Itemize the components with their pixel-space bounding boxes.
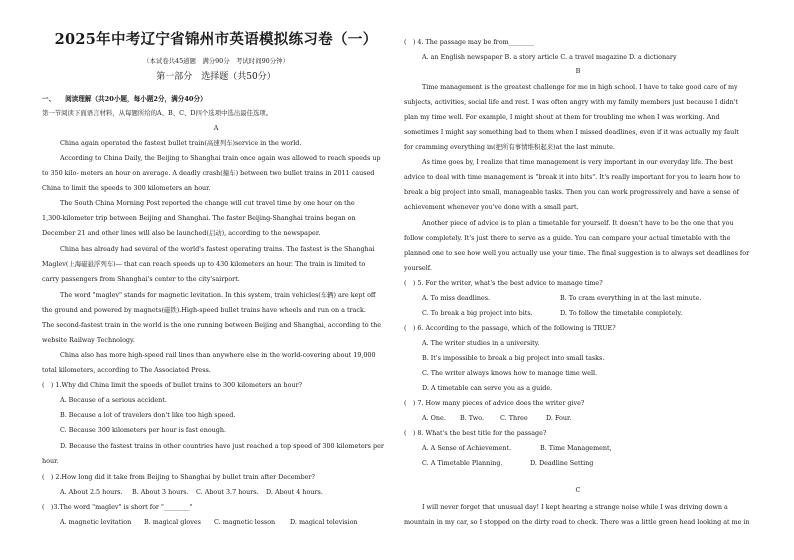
instruction: 第一节阅读下面语言材料，从每题所给的A、B、C、D四个选项中选出最佳选项。 — [42, 109, 273, 117]
passage-b-line: sometimes I might say something bad to them when I missed deadlines, even if it was actually my fault — [404, 128, 739, 136]
passage-a-line: The second-fastest train in the world is the one running between Beijing and Shanghai, according to the — [42, 321, 382, 329]
question-3-option: C. magnetic lesson — [214, 518, 276, 526]
passage-b-label: B — [575, 67, 581, 75]
question-5-option: C. To break a big project into bits. — [422, 309, 533, 317]
passage-a-line: China has already had several of the world's fastest operating trains. The fastest is the Shanghai — [60, 245, 375, 253]
passage-a-line: December 21 and other lines will also be launched(启动), according to the newspaper. — [42, 229, 321, 237]
passage-a-line: to 350 kilo- meters an hour on average. A deadly crash(撞车) between two bullet trains in 2011 caused — [42, 169, 375, 177]
question-5-option: A. To miss deadlines. — [422, 294, 491, 302]
question-2-option: D. About 4 hours. — [266, 488, 323, 496]
question-7-options — [404, 414, 571, 422]
passage-b-line: Time management is the greatest challenge for me in high school. I have to take good care of my — [422, 83, 738, 91]
passage-a-line: The South China Morning Post reported the change will cut travel time by one hour on the — [60, 199, 355, 207]
question-1-option: D. Because the fastest trains in other countries have just reached a top speed of 300 kilometers per — [60, 442, 384, 450]
passage-b-line: advice to deal with time management is "break it into bits". It's really important for you to learn how to — [404, 173, 741, 181]
passage-b-line: planned one to see how well you actually use your time. The final suggestion is to always set deadlines for — [404, 249, 750, 257]
question-3-stem: ( )3.The word "maglev" is short for "________" — [42, 503, 193, 511]
passage-a-line: According to China Daily, the Beijing to Shanghai train once again was allowed to reach speeds up — [60, 154, 381, 162]
passage-a-line: China to limit the speeds to 300 kilometers an hour. — [42, 184, 211, 192]
question-3-option: B. magical gloves — [144, 518, 201, 526]
passage-a-line: the ground and powered by magnets(磁铁).High-speed bullet trains have wheels and run on a track. — [42, 306, 366, 314]
exam-title: 2025年中考辽宁省锦州市英语模拟练习卷（一） — [54, 31, 378, 48]
question-3-option: D. magical television — [290, 518, 358, 526]
question-5-options — [404, 309, 682, 317]
question-7-option: A. One. — [422, 414, 446, 422]
question-8-stem: ( ) 8. What's the best title for the passage? — [404, 429, 547, 437]
passage-b-line: follow completely. It's just there to serve as a guide. You can compare your actual timetable with the — [404, 234, 731, 242]
question-6-option: C. The writer always knows how to manage time well. — [422, 369, 598, 377]
section-heading: 一、 阅读理解（共20小题，每小题2分，满分40分） — [42, 95, 207, 103]
passage-a-line: total kilometers, according to The Associated Press. — [42, 366, 211, 374]
part-heading: 第一部分 选择题（共50分） — [156, 72, 276, 82]
question-6-option: B. It's impossible to break a big project into small tasks. — [422, 354, 605, 362]
question-7-option: D. Four. — [546, 414, 572, 422]
question-1-option: A. Because of a serious accident. — [60, 396, 167, 404]
question-6-option: D. A timetable can serve you as a guide. — [422, 384, 553, 392]
passage-c-line: I will never forget that unusual day! I kept hearing a strange noise while I was driving down a — [422, 503, 728, 511]
passage-a-line: Maglev(上海磁悬浮列车)— that can reach speeds up to 430 kilometers an hour. The train is limited to — [42, 260, 366, 268]
question-2-option: A. About 2.5 hours. — [60, 488, 123, 496]
question-2-option: B. About 3 hours. — [132, 488, 189, 496]
passage-b-line: for cramming everything in(把所有事情堆积起来)at the last minute. — [404, 143, 615, 151]
passage-b-line: As time goes by, I realize that time management is very important in our everyday life. The best — [422, 158, 734, 166]
question-1-option: B. Because a lot of travelers don't like too high speed. — [60, 411, 236, 419]
passage-a-line: China again operated the fastest bullet train(高速列车)service in the world. — [60, 139, 302, 147]
question-1-option: hour. — [42, 457, 59, 465]
question-8-option: D. Deadline Setting — [530, 459, 594, 467]
question-1-stem: ( ) 1.Why did China limit the speeds of bullet trains to 300 kilometers an hour? — [42, 381, 303, 389]
passage-a-line: carry passengers from Shanghai's center to the city'sairport. — [42, 275, 240, 283]
question-5-stem: ( ) 5. For the writer, what's the best advice to manage time? — [404, 279, 603, 287]
question-8-option: C. A Timetable Planning. — [422, 459, 503, 467]
passage-a-line: China also has more high-speed rail lines than anywhere else in the world-covering about 19,000 — [60, 351, 376, 359]
passage-a-line: The word "maglev" stands for magnetic levitation. In this system, train vehicles(车辆) are kept off — [60, 291, 376, 299]
question-7-stem: ( ) 7. How many pieces of advice does the writer give? — [404, 399, 585, 407]
passage-b-line: achievement whenever you've done with a small part. — [404, 203, 579, 211]
question-8-options — [404, 444, 612, 452]
passage-a-line: 1,300-kilometer trip between Beijing and Shanghai. The faster Beijing-Shanghai trains began on — [42, 214, 356, 222]
passage-c-line: mountain in my car, so I stopped on the dirty road to check. There was a little green head looking at me in — [404, 518, 750, 526]
question-3-options — [42, 518, 358, 526]
passage-b-line: Another piece of advice is to plan a timetable for yourself. It doesn't have to be the one that you — [422, 219, 734, 227]
passage-b-line: subjects, activities, social life and rest. I was often angry with my family members just because I didn't — [404, 98, 739, 106]
question-3-option: A. magnetic levitation — [60, 518, 132, 526]
passage-b-line: break a big project into small, manageable tasks. Then you can work progressively and have a sense of — [404, 188, 739, 196]
exam-subtitle: （本试卷共45道题 满分90分 考试时间90分钟） — [143, 57, 289, 65]
passage-a-label: A — [213, 124, 219, 132]
question-4-stem: ( ) 4. The passage may be from________ — [404, 38, 535, 46]
question-5-option: D. To follow the timetable completely. — [560, 309, 683, 317]
passage-b-line: plan my time well. For example, I might shout at them for troubling me when I was working. And — [404, 113, 720, 121]
question-6-option: A. The writer studies in a university. — [422, 339, 540, 347]
question-5-options — [404, 294, 701, 302]
question-8-options — [404, 459, 593, 467]
question-7-option: B. Two. — [460, 414, 485, 422]
passage-a-line: website Railway Technology. — [42, 336, 135, 344]
question-2-option: C. About 3.7 hours. — [196, 488, 259, 496]
question-2-stem: ( ) 2.How long did it take from Beijing to Shanghai by bullet train after December? — [42, 473, 315, 481]
question-8-option: B. Time Management, — [540, 444, 612, 452]
question-6-stem: ( ) 6. According to the passage, which of the following is TRUE? — [404, 324, 616, 332]
question-7-option: C. Three — [500, 414, 528, 422]
question-2-options — [42, 488, 323, 496]
question-5-option: B. To cram everything in at the last minute. — [560, 294, 702, 302]
passage-c-label: C — [575, 486, 581, 494]
passage-b-line: yourself. — [404, 264, 432, 272]
question-8-option: A. A Sense of Achievement. — [422, 444, 512, 452]
question-1-option: C. Because 300 kilometers per hour is fast enough. — [60, 426, 227, 434]
question-4-options: A. an English newspaper B. a story article C. a travel magazine D. a dictionary — [422, 53, 677, 61]
